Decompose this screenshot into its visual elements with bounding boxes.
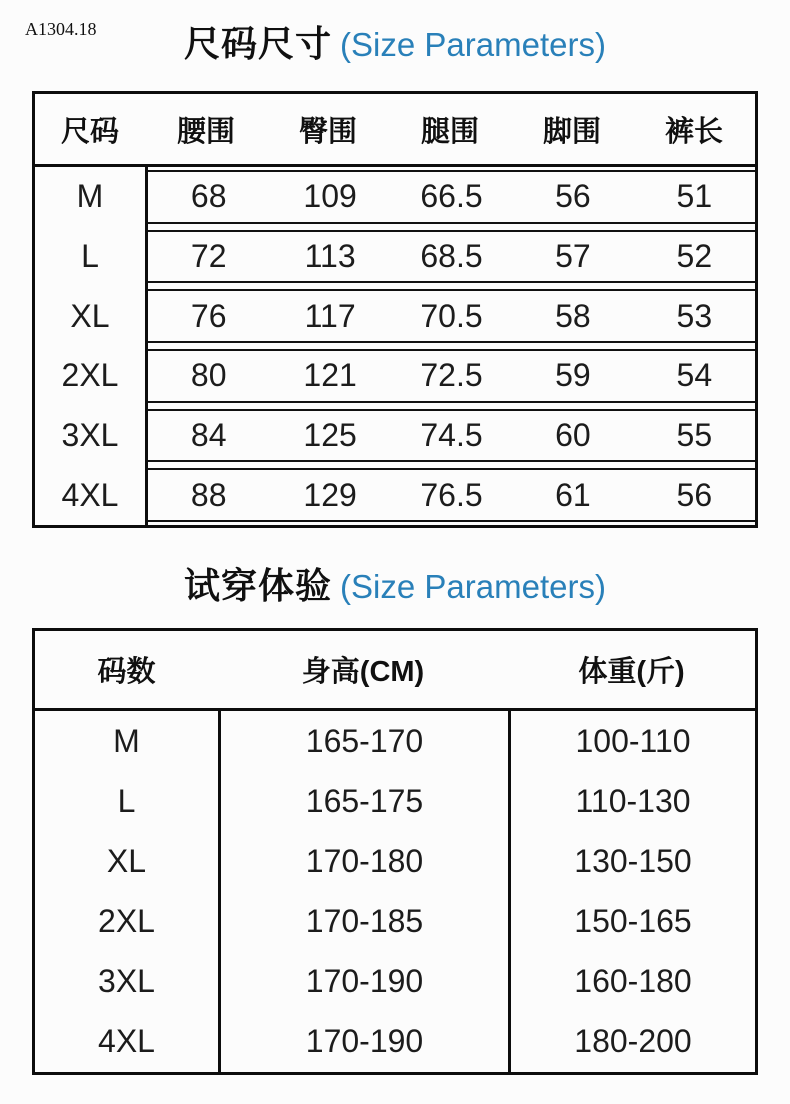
fit-size-column — [35, 711, 221, 1072]
size-table-column-header: 腿围 — [420, 115, 479, 148]
fit-size-label: M — [113, 722, 140, 759]
size-label: L — [81, 238, 99, 274]
fit-experience-table — [32, 628, 758, 1075]
cuff-value: 58 — [555, 297, 591, 334]
hip-value: 117 — [304, 297, 356, 334]
length-value: 55 — [676, 417, 713, 454]
section1-title-zh: 尺码尺寸 — [184, 23, 333, 64]
section2-title-zh: 试穿体验 — [184, 565, 333, 606]
length-value: 54 — [676, 357, 713, 394]
height-range-value: 170-190 — [305, 963, 424, 1000]
size-table-row — [148, 349, 755, 403]
fit-size-label: L — [117, 782, 136, 819]
hip-value: 121 — [303, 357, 357, 394]
height-column — [221, 711, 511, 1072]
waist-value: 88 — [190, 476, 227, 513]
size-table-row — [148, 170, 755, 224]
size-label: 3XL — [61, 417, 119, 454]
size-table-row — [148, 289, 755, 343]
length-value: 53 — [676, 297, 713, 334]
weight-column — [511, 711, 755, 1072]
cuff-value: 59 — [555, 357, 591, 394]
size-table-column-header: 腰围 — [176, 115, 235, 148]
length-value: 52 — [676, 238, 713, 274]
section1-title — [0, 16, 790, 67]
fit-table-column-header: 码数 — [97, 656, 156, 688]
height-range-value: 170-190 — [305, 1023, 424, 1060]
weight-range-value: 180-200 — [574, 1023, 692, 1060]
height-range-value: 165-175 — [305, 782, 424, 819]
height-range-value: 170-185 — [305, 903, 424, 940]
thigh-value: 66.5 — [420, 178, 483, 215]
size-label: XL — [70, 297, 110, 334]
size-table-row — [148, 468, 755, 522]
hip-value: 113 — [304, 238, 356, 274]
waist-value: 68 — [190, 178, 227, 215]
size-table-column-header: 尺码 — [60, 115, 119, 148]
section2-title — [0, 558, 790, 609]
fit-size-label: 3XL — [98, 963, 155, 1000]
cuff-value: 57 — [555, 238, 591, 274]
fit-table-column-header: 体重(斤) — [578, 656, 685, 688]
length-value: 51 — [676, 178, 713, 215]
size-column — [35, 167, 148, 525]
section1-title-en: (Size Parameters) — [340, 26, 606, 63]
section2-title-en: (Size Parameters) — [340, 568, 606, 605]
hip-value: 125 — [303, 417, 357, 454]
height-range-value: 170-180 — [305, 842, 424, 879]
thigh-value: 68.5 — [420, 238, 483, 274]
fit-experience-header-row — [35, 631, 755, 711]
cuff-value: 56 — [555, 178, 591, 215]
hip-value: 129 — [303, 476, 357, 513]
cuff-value: 60 — [555, 417, 591, 454]
weight-range-value: 150-165 — [574, 903, 692, 940]
size-table-column-header: 脚围 — [542, 115, 601, 148]
weight-range-value: 110-130 — [575, 782, 691, 819]
weight-range-value: 100-110 — [575, 722, 691, 759]
measurements-area — [148, 167, 755, 525]
length-value: 56 — [676, 476, 713, 513]
fit-table-column-header: 身高(CM) — [301, 656, 425, 688]
thigh-value: 72.5 — [420, 357, 483, 394]
weight-range-value: 160-180 — [574, 963, 692, 1000]
size-parameters-header-row — [35, 94, 755, 167]
waist-value: 84 — [190, 417, 227, 454]
fit-size-label: 4XL — [98, 1023, 155, 1060]
size-label: M — [76, 178, 104, 215]
cuff-value: 61 — [555, 476, 591, 513]
waist-value: 76 — [190, 297, 227, 334]
fit-size-label: 2XL — [98, 903, 155, 940]
size-label: 4XL — [61, 476, 119, 513]
size-parameters-table — [32, 91, 758, 528]
size-table-row — [148, 230, 755, 284]
thigh-value: 70.5 — [420, 297, 483, 334]
weight-range-value: 130-150 — [574, 842, 692, 879]
fit-size-label: XL — [106, 842, 147, 879]
waist-value: 80 — [190, 357, 227, 394]
size-table-row — [148, 409, 755, 463]
thigh-value: 74.5 — [420, 417, 483, 454]
hip-value: 109 — [303, 178, 357, 215]
thigh-value: 76.5 — [420, 476, 483, 513]
product-code: A1304.18 — [25, 19, 97, 39]
waist-value: 72 — [190, 238, 227, 274]
size-parameters-body — [35, 167, 755, 525]
height-range-value: 165-170 — [305, 722, 424, 759]
size-table-column-header: 臀围 — [298, 115, 357, 148]
size-table-column-header: 裤长 — [664, 115, 723, 148]
fit-experience-body — [35, 711, 755, 1072]
size-label: 2XL — [61, 357, 119, 394]
